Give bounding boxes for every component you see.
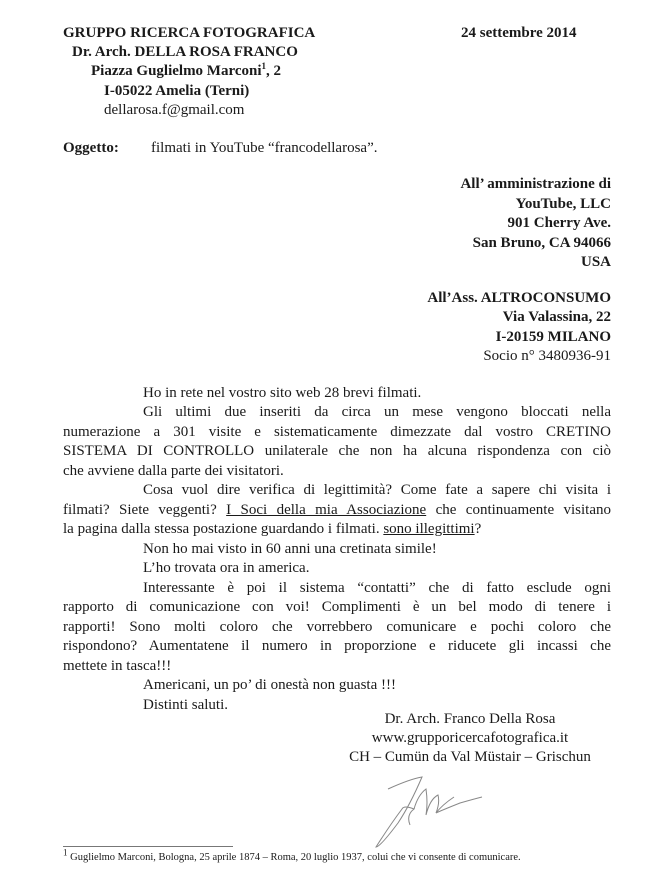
subject-label: Oggetto: <box>63 140 119 156</box>
footnote <box>63 847 521 863</box>
recipient1-line: All’ amministrazione di <box>460 176 611 192</box>
body-line: SISTEMA DI CONTROLLO unilaterale che non ha alcuna rispondenza con ciò <box>63 443 611 459</box>
body-line: Ho in rete nel vostro sito web 28 brevi filmati. <box>143 385 422 401</box>
body-line: rapporto di comunicazione con voi! Complimenti è un bel modo di tenere i <box>63 599 611 615</box>
body-line: rispondono? Aumentatene il numero in proporzione e riducete gli incassi che <box>63 638 611 654</box>
recipient2-line: I-20159 MILANO <box>495 329 611 345</box>
sender-org: GRUPPO RICERCA FOTOGRAFICA <box>63 25 316 41</box>
letter-date: 24 settembre 2014 <box>461 25 577 41</box>
recipient1-line: 901 Cherry Ave. <box>507 215 611 231</box>
body-text: ? <box>474 521 482 537</box>
body-text: che continuamente visitano <box>426 502 611 518</box>
body-line <box>63 520 481 539</box>
sender-city: I-05022 Amelia (Terni) <box>104 83 250 99</box>
recipient2-line: Via Valassina, 22 <box>502 309 611 325</box>
footnote-mark: 1 <box>63 847 68 858</box>
recipient1-line: San Bruno, CA 94066 <box>472 235 611 251</box>
sender-street <box>91 62 281 81</box>
footnote-ref: 1 <box>261 61 267 71</box>
street-name: Piazza Guglielmo Marconi <box>91 63 262 79</box>
recipient1-line: YouTube, LLC <box>515 196 611 212</box>
recipient2-line: All’Ass. ALTROCONSUMO <box>427 290 611 306</box>
body-line: Gli ultimi due inseriti da circa un mese vengono bloccati nella <box>143 404 611 420</box>
body-line: Cosa vuol dire verifica di legittimità? Come fate a sapere chi visita i <box>143 482 611 498</box>
signer-name: Dr. Arch. Franco Della Rosa <box>384 711 556 727</box>
body-line: Distinti saluti. <box>143 697 229 713</box>
body-text: la pagina dalla stessa postazione guardando i filmati. <box>63 521 384 537</box>
signer-website: www.grupporicercafotografica.it <box>371 730 569 746</box>
handwritten-signature <box>370 775 520 855</box>
recipient1-line: USA <box>580 254 611 270</box>
signer-location: CH – Cumün da Val Müstair – Grischun <box>349 749 591 765</box>
footnote-text: Guglielmo Marconi, Bologna, 25 aprile 1874 – Roma, 20 luglio 1937, colui che vi consente di comunicare. <box>67 852 521 863</box>
body-line: Interessante è poi il sistema “contatti” che di fatto esclude ogni <box>143 580 611 596</box>
body-line: numerazione a 301 visite e sistematicamente dimezzate dal vostro CRETINO <box>63 424 611 440</box>
street-number: , 2 <box>266 63 282 79</box>
member-number: Socio n° 3480936-91 <box>483 348 611 364</box>
sender-name: Dr. Arch. DELLA ROSA FRANCO <box>72 44 298 60</box>
footnote-separator <box>63 846 233 847</box>
body-line: L’ho trovata ora in america. <box>143 560 310 576</box>
body-line: mettete in tasca!!! <box>63 658 172 674</box>
body-line <box>63 501 611 520</box>
body-line: rapporti! Sono molti coloro che vorrebbero comunicare e pochi coloro che <box>63 619 611 635</box>
body-line: Non ho mai visto in 60 anni una cretinata simile! <box>143 541 437 557</box>
underlined-text: I Soci della mia Associazione <box>226 502 427 518</box>
sender-email: dellarosa.f@gmail.com <box>104 102 245 118</box>
body-text: filmati? Siete veggenti? <box>63 502 227 518</box>
subject-text: filmati in YouTube “francodellarosa”. <box>151 140 378 156</box>
underlined-text: sono illegittimi <box>383 521 475 537</box>
body-line: che avviene dalla parte dei visitatori. <box>63 463 284 479</box>
body-line: Americani, un po’ di onestà non guasta !!! <box>143 677 396 693</box>
